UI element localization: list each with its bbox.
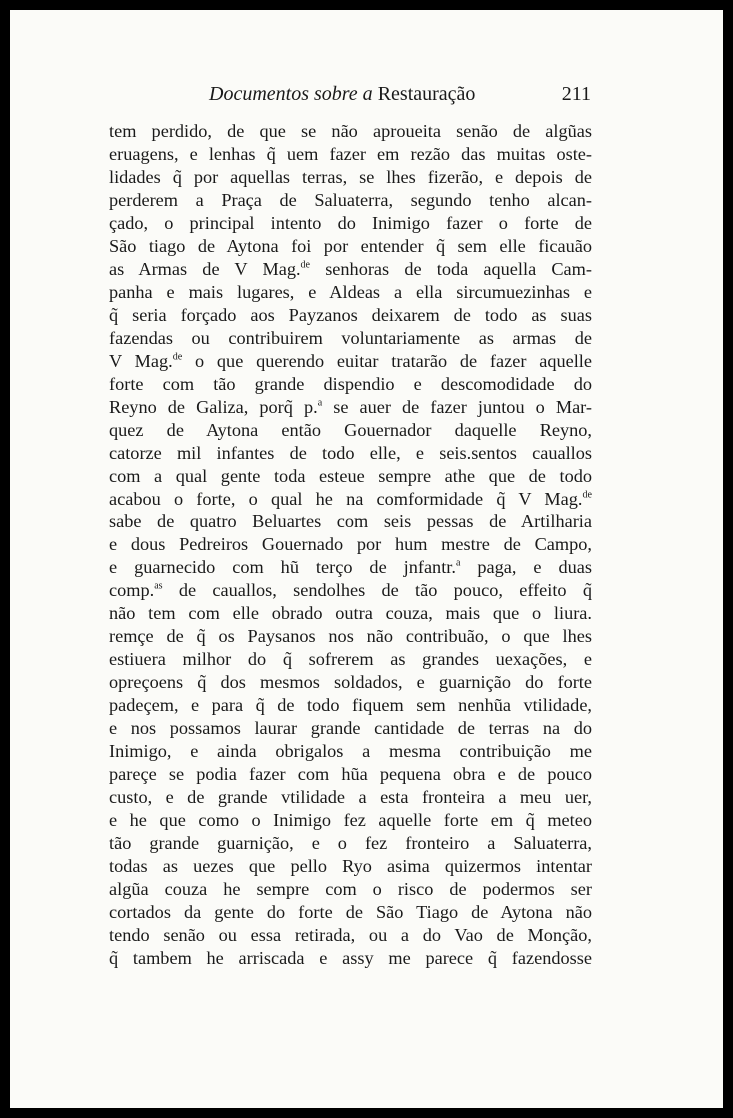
text-line: eruagens, e lenhas q̃ uem fazer em rezão das muitas oste- (109, 143, 592, 164)
text-line: tem perdido, de que se não aproueita senão de algũas (109, 121, 592, 141)
text-line: pareçe se podia fazer com hũa pequena obra e de pouco (109, 764, 592, 785)
text-line: custo, e de grande vtilidade a esta fronteira a meu uer, (109, 787, 592, 808)
page-number: 211 (561, 83, 591, 105)
text-line: fazendas ou contribuirem voluntariamente as armas de (109, 327, 592, 348)
text-line: e he que como o Inimigo fez aquelle forte em q̃ meteo (109, 810, 592, 831)
text-line: e guarnecido com hũ terço de jnfantr.$^a$ paga, e duas (109, 557, 592, 578)
text-line: e nos possamos laurar grande cantidade de terras na do (109, 718, 592, 739)
text-line: comp.$^{as}$ de cauallos, sendolhes de tão pouco, effeito q̃ (109, 580, 592, 601)
text-line: Inimigo, e ainda obrigalos a mesma contribuição me (109, 741, 592, 762)
superscript-abbrev: de (172, 351, 183, 363)
header-title-regular: Restauração (377, 83, 476, 105)
text-line: tendo senão ou essa retirada, ou a do Vao de Monção, (109, 924, 592, 945)
superscript-abbrev: de (300, 259, 311, 271)
text-line: q̃ seria forçado aos Payzanos deixarem de todo as suas (109, 304, 592, 325)
text-line: não tem com elle obrado outra couza, mais que o liura. (109, 603, 592, 624)
text-line: sabe de quatro Beluartes com seis pessas de Artilharia (109, 511, 592, 532)
text-line: q̃ tambem he arriscada e assy me parece q̃ fazendosse (109, 947, 592, 968)
header-title (209, 83, 475, 106)
text-line: e dous Pedreiros Gouernado por hum mestre de Campo, (109, 534, 592, 555)
text-line: quez de Aytona então Gouernador daquelle Reyno, (109, 419, 592, 440)
text-line: São tiago de Aytona foi por entender q̃ sem elle ficauão (109, 235, 592, 256)
text-line: panha e mais lugares, e Aldeas a ella sircumuezinhas e (109, 281, 592, 302)
text-line: remçe de q̃ os Paysanos nos não contribuão, o que lhes (109, 626, 592, 647)
text-line: algũa couza he sempre com o risco de podermos ser (109, 878, 592, 899)
text-line: estiuera milhor do q̃ sofrerem as grandes uexações, e (109, 649, 592, 670)
text-line: çado, o principal intento do Inimigo fazer o forte de (109, 212, 592, 233)
text-line: com a qual gente toda esteue sempre athe que de todo (109, 465, 592, 486)
text-line: cortados da gente do forte de São Tiago de Aytona não (109, 901, 592, 922)
document-page (10, 10, 723, 1108)
text-line: lidades q̃ por aquellas terras, se lhes fizerão, e depois de (109, 166, 592, 187)
text-line: todas as uezes que pello Ryo asima quizermos intentar (109, 856, 592, 876)
text-line: opreçoens q̃ dos mesmos soldados, e guarnição do forte (109, 672, 592, 693)
text-line: catorze mil infantes de todo elle, e seis.sentos cauallos (109, 442, 592, 463)
text-line: perderem a Praça de Saluaterra, segundo tenho alcan- (109, 189, 592, 210)
text-line: acabou o forte, o qual he na comformidade q̃ V Mag.$^{de}$ (109, 488, 592, 509)
text-line: padeçem, e para q̃ de todo fiquem sem nenhũa vtilidade, (109, 695, 592, 716)
superscript-abbrev: a (317, 397, 323, 409)
superscript-abbrev: de (582, 488, 592, 500)
text-line: forte com tão grande dispendio e descomodidade do (109, 373, 592, 394)
superscript-abbrev: a (455, 557, 461, 569)
superscript-abbrev: as (154, 580, 163, 592)
text-line: V Mag.$^{de}$ o que querendo euitar tratarão de fazer aquelle (109, 350, 592, 371)
running-header (209, 73, 591, 113)
text-line: Reyno de Galiza, porq̃ p.$^a$ se auer de fazer juntou o Mar- (109, 396, 592, 417)
text-line: as Armas de V Mag.$^{de}$ senhoras de toda aquella Cam- (109, 258, 592, 279)
header-title-italic: Documentos sobre a (209, 83, 373, 105)
text-line: tão grande guarnição, e o fez fronteiro a Saluaterra, (109, 833, 592, 854)
body-text (109, 120, 592, 970)
